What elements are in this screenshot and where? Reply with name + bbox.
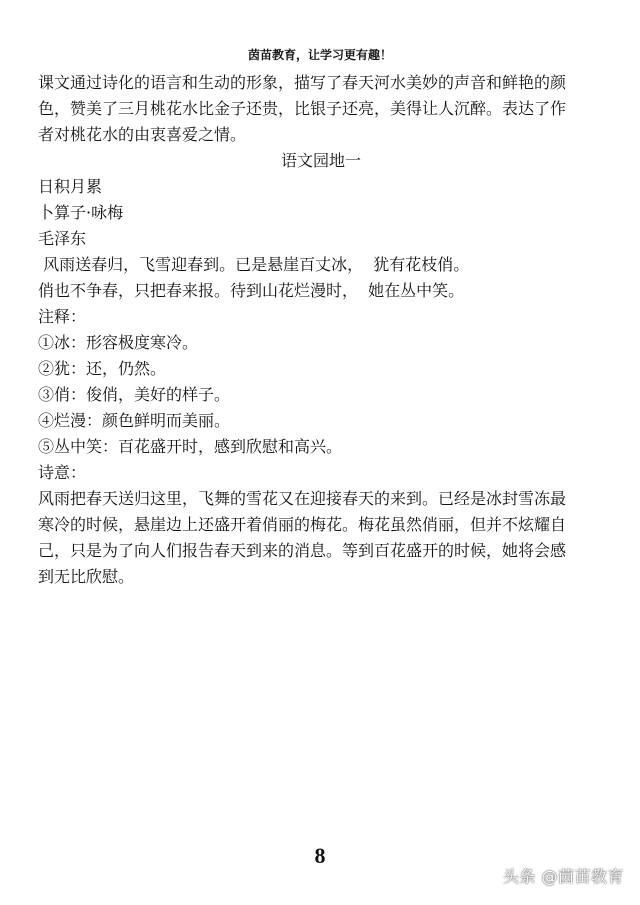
page-number: 8 bbox=[314, 843, 326, 868]
note-item: ②犹：还，仍然。 bbox=[38, 359, 167, 378]
notes-heading: 注释： bbox=[38, 307, 87, 326]
document-body bbox=[38, 70, 604, 590]
meaning-line: 寒冷的时候，悬崖边上还盛开着俏丽的梅花。梅花虽然俏丽，但并不炫耀自 bbox=[38, 515, 567, 534]
page-header: 茵苗教育，让学习更有趣！ bbox=[247, 48, 392, 62]
note-item: ④烂漫：颜色鲜明而美丽。 bbox=[38, 411, 231, 430]
meaning-heading: 诗意： bbox=[38, 463, 87, 482]
watermark: 头条 @茵苗教育 bbox=[502, 867, 624, 886]
poem-author: 毛泽东 bbox=[38, 229, 87, 248]
summary-line: 色，赞美了三月桃花水比金子还贵，比银子还亮，美得让人沉醉。表达了作 bbox=[38, 99, 567, 118]
meaning-line: 风雨把春天送归这里，飞舞的雪花又在迎接春天的来到。已经是冰封雪冻最 bbox=[38, 489, 567, 508]
section-title: 语文园地一 bbox=[280, 151, 361, 170]
summary-line: 者对桃花水的由衷喜爱之情。 bbox=[38, 125, 247, 144]
poem-line: 俏也不争春，只把春来报。待到山花烂漫时， 她在丛中笑。 bbox=[38, 281, 465, 300]
meaning-line: 己，只是为了向人们报告春天到来的消息。等到百花盛开的时候，她将会感 bbox=[38, 541, 567, 560]
meaning-line: 到无比欣慰。 bbox=[38, 567, 135, 586]
note-item: ①冰：形容极度寒冷。 bbox=[38, 333, 199, 352]
poem-title: 卜算子·咏梅 bbox=[38, 203, 124, 222]
summary-line: 课文通过诗化的语言和生动的形象，描写了春天河水美妙的声音和鲜艳的颜 bbox=[38, 73, 567, 92]
category-heading: 日积月累 bbox=[38, 177, 103, 196]
note-item: ⑤丛中笑：百花盛开时，感到欣慰和高兴。 bbox=[38, 437, 343, 456]
note-item: ③俏：俊俏，美好的样子。 bbox=[38, 385, 231, 404]
poem-line: 风雨送春归，飞雪迎春到。已是悬崖百丈冰， 犹有花枝俏。 bbox=[38, 255, 470, 274]
